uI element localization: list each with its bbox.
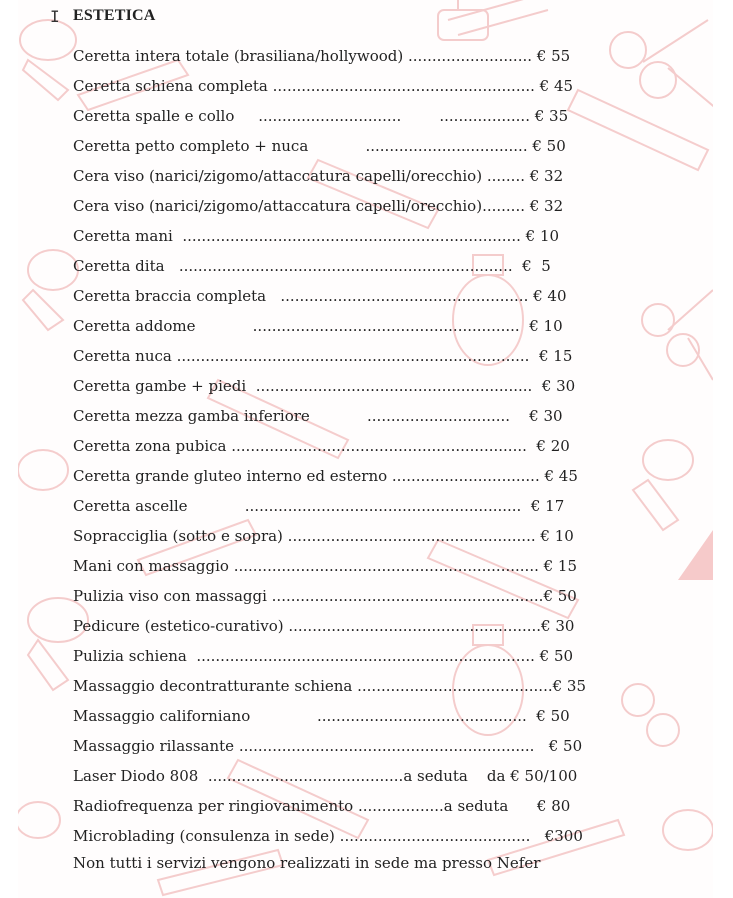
price-row: Microblading (consulenza in sede) ........................................ €300 [73, 827, 583, 845]
price-row: Ceretta ascelle .......................................................... € 17 [73, 497, 565, 515]
price-list [73, 44, 593, 854]
price-row: Ceretta mani ....................................................................... € 10 [73, 227, 560, 245]
price-row: Ceretta intera totale (brasiliana/hollywood) .......................... € 55 [73, 47, 571, 65]
price-row: Radiofrequenza per ringiovanimento ..................a seduta € 80 [73, 797, 571, 815]
price-row: Ceretta petto completo + nuca .................................. € 50 [73, 137, 566, 155]
price-row: Laser Diodo 808 .........................................a seduta da € 50/100 [73, 767, 578, 785]
price-row: Massaggio decontratturante schiena .........................................€ 35 [73, 677, 587, 695]
price-row: Ceretta schiena completa ....................................................... € 45 [73, 77, 574, 95]
price-row: Pedicure (estetico-curativo) .....................................................€ 30 [73, 617, 575, 635]
text-cursor-icon: I [50, 7, 60, 26]
price-row: Pulizia schiena ....................................................................... € 50 [73, 647, 574, 665]
price-row: Ceretta addome ........................................................ € 10 [73, 317, 563, 335]
price-row: Ceretta spalle e collo .............................. ................... € 35 [73, 107, 569, 125]
price-row: Mani con massaggio ................................................................ € 15 [73, 557, 578, 575]
section-title: ESTETICA [73, 7, 156, 24]
price-row: Massaggio californiano ............................................ € 50 [73, 707, 570, 725]
price-row: Pulizia viso con massaggi .........................................................€ 50 [73, 587, 577, 605]
price-row: Ceretta gambe + piedi .......................................................... € 30 [73, 377, 576, 395]
price-row: Ceretta grande gluteo interno ed esterno ............................... € 45 [73, 467, 578, 485]
price-row: Sopracciglia (sotto e sopra) .................................................... € 10 [73, 527, 574, 545]
footer-note: Non tutti i servizi vengono realizzati in sede ma presso Nefer [73, 854, 541, 872]
price-row: Ceretta mezza gamba inferiore .............................. € 30 [73, 407, 563, 425]
price-row: Ceretta zona pubica .............................................................. € 20 [73, 437, 570, 455]
price-row: Ceretta braccia completa .................................................... € 40 [73, 287, 567, 305]
price-row: Massaggio rilassante .............................................................. € 50 [73, 737, 583, 755]
price-row: Ceretta nuca .......................................................................... € 15 [73, 347, 573, 365]
price-row: Cera viso (narici/zigomo/attaccatura capelli/orecchio)......... € 32 [73, 197, 564, 215]
price-row: Ceretta dita ...................................................................... € 5 [73, 257, 551, 275]
price-row: Cera viso (narici/zigomo/attaccatura capelli/orecchio) ........ € 32 [73, 167, 564, 185]
